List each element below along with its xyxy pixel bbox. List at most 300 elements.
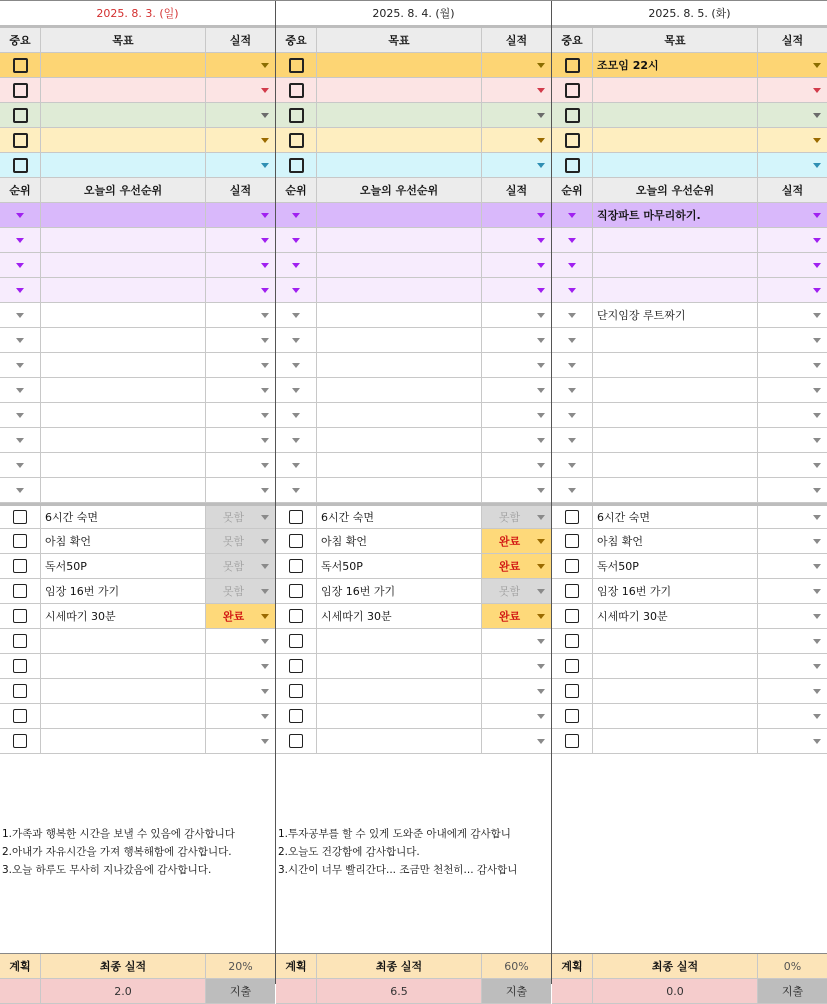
rank-dropdown[interactable] bbox=[276, 353, 317, 377]
chevron-down-icon[interactable] bbox=[16, 388, 24, 393]
chevron-down-icon[interactable] bbox=[261, 714, 269, 719]
rank-dropdown[interactable] bbox=[552, 378, 593, 402]
priority-result-dropdown[interactable] bbox=[206, 378, 275, 402]
priority-result-dropdown[interactable] bbox=[758, 353, 827, 377]
rank-dropdown[interactable] bbox=[276, 378, 317, 402]
priority-text[interactable] bbox=[317, 278, 482, 302]
chevron-down-icon[interactable] bbox=[813, 113, 821, 118]
rank-dropdown[interactable] bbox=[552, 278, 593, 302]
rank-dropdown[interactable] bbox=[552, 478, 593, 502]
chevron-down-icon[interactable] bbox=[813, 213, 821, 218]
priority-text[interactable] bbox=[317, 453, 482, 477]
chevron-down-icon[interactable] bbox=[813, 88, 821, 93]
habit-checkbox[interactable] bbox=[289, 609, 303, 623]
goal-result-dropdown[interactable] bbox=[758, 103, 827, 127]
priority-text[interactable] bbox=[41, 253, 206, 277]
chevron-down-icon[interactable] bbox=[537, 238, 545, 243]
habit-checkbox[interactable] bbox=[289, 559, 303, 573]
chevron-down-icon[interactable] bbox=[16, 313, 24, 318]
habit-checkbox[interactable] bbox=[13, 510, 27, 524]
goal-text[interactable] bbox=[317, 53, 482, 77]
chevron-down-icon[interactable] bbox=[813, 614, 821, 619]
chevron-down-icon[interactable] bbox=[813, 488, 821, 493]
priority-result-dropdown[interactable] bbox=[206, 253, 275, 277]
chevron-down-icon[interactable] bbox=[813, 163, 821, 168]
rank-dropdown[interactable] bbox=[0, 253, 41, 277]
chevron-down-icon[interactable] bbox=[568, 213, 576, 218]
priority-result-dropdown[interactable] bbox=[482, 253, 551, 277]
priority-text[interactable] bbox=[41, 303, 206, 327]
goal-text[interactable] bbox=[593, 153, 758, 177]
habit-checkbox[interactable] bbox=[565, 510, 579, 524]
chevron-down-icon[interactable] bbox=[261, 463, 269, 468]
habit-status-dropdown[interactable] bbox=[482, 629, 551, 653]
priority-result-dropdown[interactable] bbox=[482, 378, 551, 402]
goal-result-dropdown[interactable] bbox=[482, 103, 551, 127]
goal-text[interactable] bbox=[317, 78, 482, 102]
priority-text[interactable] bbox=[41, 228, 206, 252]
chevron-down-icon[interactable] bbox=[261, 63, 269, 68]
goal-text[interactable] bbox=[317, 103, 482, 127]
priority-result-dropdown[interactable] bbox=[758, 378, 827, 402]
rank-dropdown[interactable] bbox=[552, 328, 593, 352]
chevron-down-icon[interactable] bbox=[813, 238, 821, 243]
chevron-down-icon[interactable] bbox=[292, 238, 300, 243]
rank-dropdown[interactable] bbox=[276, 428, 317, 452]
chevron-down-icon[interactable] bbox=[537, 438, 545, 443]
habit-status-dropdown[interactable] bbox=[758, 554, 827, 578]
priority-text[interactable] bbox=[317, 428, 482, 452]
chevron-down-icon[interactable] bbox=[568, 363, 576, 368]
chevron-down-icon[interactable] bbox=[261, 413, 269, 418]
habit-checkbox[interactable] bbox=[565, 609, 579, 623]
chevron-down-icon[interactable] bbox=[813, 338, 821, 343]
habit-checkbox[interactable] bbox=[565, 684, 579, 698]
habit-status-dropdown[interactable] bbox=[758, 704, 827, 728]
habit-checkbox[interactable] bbox=[565, 534, 579, 548]
rank-dropdown[interactable] bbox=[0, 353, 41, 377]
chevron-down-icon[interactable] bbox=[813, 313, 821, 318]
priority-result-dropdown[interactable] bbox=[482, 353, 551, 377]
habit-checkbox[interactable] bbox=[289, 534, 303, 548]
priority-text[interactable] bbox=[593, 328, 758, 352]
priority-text[interactable] bbox=[593, 453, 758, 477]
chevron-down-icon[interactable] bbox=[16, 238, 24, 243]
priority-text[interactable] bbox=[41, 203, 206, 227]
chevron-down-icon[interactable] bbox=[537, 388, 545, 393]
chevron-down-icon[interactable] bbox=[537, 463, 545, 468]
chevron-down-icon[interactable] bbox=[292, 413, 300, 418]
chevron-down-icon[interactable] bbox=[568, 263, 576, 268]
gratitude-journal[interactable] bbox=[0, 754, 275, 954]
chevron-down-icon[interactable] bbox=[292, 263, 300, 268]
priority-result-dropdown[interactable] bbox=[206, 353, 275, 377]
chevron-down-icon[interactable] bbox=[292, 313, 300, 318]
habit-checkbox[interactable] bbox=[565, 559, 579, 573]
habit-checkbox[interactable] bbox=[13, 709, 27, 723]
chevron-down-icon[interactable] bbox=[261, 564, 269, 569]
importance-checkbox[interactable] bbox=[13, 58, 28, 73]
rank-dropdown[interactable] bbox=[0, 403, 41, 427]
rank-dropdown[interactable] bbox=[0, 378, 41, 402]
rank-dropdown[interactable] bbox=[552, 428, 593, 452]
rank-dropdown[interactable] bbox=[552, 203, 593, 227]
habit-checkbox[interactable] bbox=[13, 609, 27, 623]
priority-text[interactable] bbox=[593, 403, 758, 427]
chevron-down-icon[interactable] bbox=[813, 714, 821, 719]
importance-checkbox[interactable] bbox=[289, 133, 304, 148]
goal-text[interactable] bbox=[41, 78, 206, 102]
goal-text[interactable] bbox=[41, 103, 206, 127]
chevron-down-icon[interactable] bbox=[568, 488, 576, 493]
chevron-down-icon[interactable] bbox=[813, 689, 821, 694]
habit-status-dropdown[interactable] bbox=[206, 654, 275, 678]
chevron-down-icon[interactable] bbox=[16, 213, 24, 218]
chevron-down-icon[interactable] bbox=[537, 113, 545, 118]
chevron-down-icon[interactable] bbox=[537, 515, 545, 520]
habit-status-dropdown[interactable] bbox=[758, 506, 827, 528]
rank-dropdown[interactable] bbox=[0, 428, 41, 452]
goal-text[interactable] bbox=[593, 128, 758, 152]
priority-text[interactable]: 직장파트 마무리하기. bbox=[593, 203, 758, 227]
chevron-down-icon[interactable] bbox=[292, 288, 300, 293]
priority-result-dropdown[interactable] bbox=[482, 403, 551, 427]
priority-text[interactable] bbox=[41, 378, 206, 402]
priority-text[interactable] bbox=[593, 253, 758, 277]
priority-text[interactable] bbox=[317, 328, 482, 352]
priority-result-dropdown[interactable] bbox=[206, 328, 275, 352]
habit-checkbox[interactable] bbox=[13, 584, 27, 598]
habit-checkbox[interactable] bbox=[13, 559, 27, 573]
chevron-down-icon[interactable] bbox=[261, 639, 269, 644]
priority-text[interactable] bbox=[593, 278, 758, 302]
priority-text[interactable] bbox=[317, 228, 482, 252]
priority-text[interactable] bbox=[593, 428, 758, 452]
chevron-down-icon[interactable] bbox=[261, 113, 269, 118]
rank-dropdown[interactable] bbox=[276, 253, 317, 277]
rank-dropdown[interactable] bbox=[276, 478, 317, 502]
priority-result-dropdown[interactable] bbox=[758, 203, 827, 227]
priority-result-dropdown[interactable] bbox=[758, 303, 827, 327]
chevron-down-icon[interactable] bbox=[813, 413, 821, 418]
priority-text[interactable] bbox=[317, 253, 482, 277]
gratitude-journal[interactable] bbox=[276, 754, 551, 954]
chevron-down-icon[interactable] bbox=[537, 639, 545, 644]
habit-checkbox[interactable] bbox=[565, 659, 579, 673]
goal-result-dropdown[interactable] bbox=[206, 78, 275, 102]
chevron-down-icon[interactable] bbox=[813, 138, 821, 143]
priority-text[interactable] bbox=[317, 403, 482, 427]
goal-result-dropdown[interactable] bbox=[482, 153, 551, 177]
importance-checkbox[interactable] bbox=[565, 133, 580, 148]
priority-result-dropdown[interactable] bbox=[758, 253, 827, 277]
habit-status-dropdown[interactable] bbox=[482, 554, 551, 578]
submit-button[interactable]: 지출 bbox=[482, 979, 551, 1003]
priority-result-dropdown[interactable] bbox=[206, 478, 275, 502]
chevron-down-icon[interactable] bbox=[568, 338, 576, 343]
chevron-down-icon[interactable] bbox=[16, 288, 24, 293]
chevron-down-icon[interactable] bbox=[261, 539, 269, 544]
priority-text[interactable] bbox=[593, 353, 758, 377]
chevron-down-icon[interactable] bbox=[261, 88, 269, 93]
priority-result-dropdown[interactable] bbox=[482, 278, 551, 302]
chevron-down-icon[interactable] bbox=[292, 213, 300, 218]
priority-result-dropdown[interactable] bbox=[758, 453, 827, 477]
rank-dropdown[interactable] bbox=[0, 453, 41, 477]
priority-result-dropdown[interactable] bbox=[206, 203, 275, 227]
chevron-down-icon[interactable] bbox=[16, 263, 24, 268]
chevron-down-icon[interactable] bbox=[537, 488, 545, 493]
habit-status-dropdown[interactable] bbox=[206, 579, 275, 603]
habit-checkbox[interactable] bbox=[289, 584, 303, 598]
priority-text[interactable] bbox=[317, 303, 482, 327]
chevron-down-icon[interactable] bbox=[568, 288, 576, 293]
habit-checkbox[interactable] bbox=[13, 534, 27, 548]
chevron-down-icon[interactable] bbox=[292, 338, 300, 343]
rank-dropdown[interactable] bbox=[0, 203, 41, 227]
chevron-down-icon[interactable] bbox=[16, 438, 24, 443]
goal-text[interactable] bbox=[41, 53, 206, 77]
chevron-down-icon[interactable] bbox=[537, 413, 545, 418]
chevron-down-icon[interactable] bbox=[261, 338, 269, 343]
chevron-down-icon[interactable] bbox=[261, 689, 269, 694]
chevron-down-icon[interactable] bbox=[261, 388, 269, 393]
rank-dropdown[interactable] bbox=[552, 453, 593, 477]
rank-dropdown[interactable] bbox=[276, 203, 317, 227]
chevron-down-icon[interactable] bbox=[813, 388, 821, 393]
priority-result-dropdown[interactable] bbox=[482, 453, 551, 477]
chevron-down-icon[interactable] bbox=[292, 438, 300, 443]
chevron-down-icon[interactable] bbox=[261, 438, 269, 443]
priority-result-dropdown[interactable] bbox=[482, 478, 551, 502]
chevron-down-icon[interactable] bbox=[261, 664, 269, 669]
importance-checkbox[interactable] bbox=[13, 83, 28, 98]
importance-checkbox[interactable] bbox=[13, 158, 28, 173]
priority-result-dropdown[interactable] bbox=[206, 453, 275, 477]
rank-dropdown[interactable] bbox=[0, 328, 41, 352]
importance-checkbox[interactable] bbox=[565, 108, 580, 123]
priority-text[interactable] bbox=[593, 378, 758, 402]
importance-checkbox[interactable] bbox=[13, 133, 28, 148]
importance-checkbox[interactable] bbox=[565, 83, 580, 98]
rank-dropdown[interactable] bbox=[0, 228, 41, 252]
chevron-down-icon[interactable] bbox=[261, 263, 269, 268]
chevron-down-icon[interactable] bbox=[261, 288, 269, 293]
priority-text[interactable] bbox=[317, 203, 482, 227]
submit-button[interactable]: 지출 bbox=[206, 979, 275, 1003]
habit-status-dropdown[interactable] bbox=[482, 506, 551, 528]
habit-checkbox[interactable] bbox=[289, 510, 303, 524]
priority-text[interactable] bbox=[41, 478, 206, 502]
chevron-down-icon[interactable] bbox=[568, 238, 576, 243]
priority-result-dropdown[interactable] bbox=[482, 303, 551, 327]
priority-result-dropdown[interactable] bbox=[206, 403, 275, 427]
chevron-down-icon[interactable] bbox=[537, 88, 545, 93]
habit-status-dropdown[interactable] bbox=[758, 529, 827, 553]
chevron-down-icon[interactable] bbox=[813, 63, 821, 68]
importance-checkbox[interactable] bbox=[289, 158, 304, 173]
priority-result-dropdown[interactable] bbox=[482, 328, 551, 352]
chevron-down-icon[interactable] bbox=[537, 313, 545, 318]
goal-result-dropdown[interactable] bbox=[758, 128, 827, 152]
priority-text[interactable] bbox=[41, 278, 206, 302]
habit-status-dropdown[interactable] bbox=[482, 579, 551, 603]
chevron-down-icon[interactable] bbox=[813, 564, 821, 569]
importance-checkbox[interactable] bbox=[289, 58, 304, 73]
chevron-down-icon[interactable] bbox=[537, 614, 545, 619]
goal-result-dropdown[interactable] bbox=[482, 78, 551, 102]
gratitude-journal[interactable] bbox=[552, 754, 827, 954]
chevron-down-icon[interactable] bbox=[16, 413, 24, 418]
chevron-down-icon[interactable] bbox=[292, 363, 300, 368]
chevron-down-icon[interactable] bbox=[16, 488, 24, 493]
chevron-down-icon[interactable] bbox=[813, 589, 821, 594]
priority-text[interactable] bbox=[41, 353, 206, 377]
habit-status-dropdown[interactable] bbox=[482, 729, 551, 753]
chevron-down-icon[interactable] bbox=[537, 714, 545, 719]
priority-text[interactable] bbox=[41, 453, 206, 477]
chevron-down-icon[interactable] bbox=[261, 213, 269, 218]
chevron-down-icon[interactable] bbox=[537, 589, 545, 594]
rank-dropdown[interactable] bbox=[552, 353, 593, 377]
chevron-down-icon[interactable] bbox=[537, 63, 545, 68]
goal-text[interactable]: 조모임 22시 bbox=[593, 53, 758, 77]
chevron-down-icon[interactable] bbox=[813, 438, 821, 443]
rank-dropdown[interactable] bbox=[0, 478, 41, 502]
rank-dropdown[interactable] bbox=[276, 403, 317, 427]
goal-text[interactable] bbox=[593, 78, 758, 102]
chevron-down-icon[interactable] bbox=[292, 388, 300, 393]
rank-dropdown[interactable] bbox=[276, 228, 317, 252]
goal-text[interactable] bbox=[41, 128, 206, 152]
habit-checkbox[interactable] bbox=[13, 734, 27, 748]
rank-dropdown[interactable] bbox=[276, 303, 317, 327]
chevron-down-icon[interactable] bbox=[537, 564, 545, 569]
chevron-down-icon[interactable] bbox=[537, 163, 545, 168]
goal-result-dropdown[interactable] bbox=[758, 53, 827, 77]
chevron-down-icon[interactable] bbox=[261, 739, 269, 744]
priority-result-dropdown[interactable] bbox=[206, 303, 275, 327]
habit-status-dropdown[interactable] bbox=[482, 604, 551, 628]
chevron-down-icon[interactable] bbox=[568, 413, 576, 418]
chevron-down-icon[interactable] bbox=[813, 288, 821, 293]
chevron-down-icon[interactable] bbox=[537, 664, 545, 669]
goal-result-dropdown[interactable] bbox=[482, 128, 551, 152]
importance-checkbox[interactable] bbox=[565, 58, 580, 73]
goal-text[interactable] bbox=[317, 128, 482, 152]
habit-status-dropdown[interactable] bbox=[758, 579, 827, 603]
chevron-down-icon[interactable] bbox=[537, 338, 545, 343]
chevron-down-icon[interactable] bbox=[813, 539, 821, 544]
chevron-down-icon[interactable] bbox=[16, 363, 24, 368]
priority-result-dropdown[interactable] bbox=[482, 428, 551, 452]
habit-checkbox[interactable] bbox=[13, 634, 27, 648]
importance-checkbox[interactable] bbox=[289, 108, 304, 123]
submit-button[interactable]: 지출 bbox=[758, 979, 827, 1003]
habit-status-dropdown[interactable] bbox=[206, 704, 275, 728]
rank-dropdown[interactable] bbox=[276, 453, 317, 477]
priority-text[interactable] bbox=[317, 353, 482, 377]
priority-result-dropdown[interactable] bbox=[482, 228, 551, 252]
habit-checkbox[interactable] bbox=[289, 734, 303, 748]
habit-status-dropdown[interactable] bbox=[206, 679, 275, 703]
priority-result-dropdown[interactable] bbox=[758, 428, 827, 452]
habit-checkbox[interactable] bbox=[565, 734, 579, 748]
importance-checkbox[interactable] bbox=[13, 108, 28, 123]
goal-text[interactable] bbox=[317, 153, 482, 177]
goal-text[interactable] bbox=[593, 103, 758, 127]
habit-checkbox[interactable] bbox=[289, 634, 303, 648]
habit-checkbox[interactable] bbox=[13, 684, 27, 698]
chevron-down-icon[interactable] bbox=[568, 438, 576, 443]
goal-result-dropdown[interactable] bbox=[482, 53, 551, 77]
chevron-down-icon[interactable] bbox=[813, 515, 821, 520]
chevron-down-icon[interactable] bbox=[813, 639, 821, 644]
goal-result-dropdown[interactable] bbox=[206, 153, 275, 177]
chevron-down-icon[interactable] bbox=[16, 463, 24, 468]
habit-checkbox[interactable] bbox=[289, 709, 303, 723]
chevron-down-icon[interactable] bbox=[813, 664, 821, 669]
habit-status-dropdown[interactable] bbox=[758, 629, 827, 653]
priority-text[interactable] bbox=[593, 228, 758, 252]
priority-text[interactable]: 단지임장 루트짜기 bbox=[593, 303, 758, 327]
habit-status-dropdown[interactable] bbox=[482, 704, 551, 728]
chevron-down-icon[interactable] bbox=[261, 313, 269, 318]
chevron-down-icon[interactable] bbox=[568, 388, 576, 393]
chevron-down-icon[interactable] bbox=[537, 263, 545, 268]
habit-status-dropdown[interactable] bbox=[206, 554, 275, 578]
goal-text[interactable] bbox=[41, 153, 206, 177]
goal-result-dropdown[interactable] bbox=[206, 53, 275, 77]
priority-text[interactable] bbox=[317, 478, 482, 502]
habit-checkbox[interactable] bbox=[565, 709, 579, 723]
chevron-down-icon[interactable] bbox=[537, 363, 545, 368]
chevron-down-icon[interactable] bbox=[813, 363, 821, 368]
priority-text[interactable] bbox=[317, 378, 482, 402]
habit-status-dropdown[interactable] bbox=[482, 679, 551, 703]
goal-result-dropdown[interactable] bbox=[206, 103, 275, 127]
importance-checkbox[interactable] bbox=[289, 83, 304, 98]
habit-status-dropdown[interactable] bbox=[206, 506, 275, 528]
rank-dropdown[interactable] bbox=[552, 403, 593, 427]
habit-status-dropdown[interactable] bbox=[482, 654, 551, 678]
chevron-down-icon[interactable] bbox=[261, 614, 269, 619]
chevron-down-icon[interactable] bbox=[537, 739, 545, 744]
habit-checkbox[interactable] bbox=[565, 584, 579, 598]
rank-dropdown[interactable] bbox=[276, 328, 317, 352]
habit-status-dropdown[interactable] bbox=[206, 729, 275, 753]
rank-dropdown[interactable] bbox=[552, 303, 593, 327]
priority-result-dropdown[interactable] bbox=[758, 228, 827, 252]
habit-checkbox[interactable] bbox=[13, 659, 27, 673]
rank-dropdown[interactable] bbox=[276, 278, 317, 302]
habit-status-dropdown[interactable] bbox=[758, 654, 827, 678]
chevron-down-icon[interactable] bbox=[813, 263, 821, 268]
chevron-down-icon[interactable] bbox=[537, 539, 545, 544]
habit-status-dropdown[interactable] bbox=[758, 679, 827, 703]
priority-text[interactable] bbox=[593, 478, 758, 502]
priority-text[interactable] bbox=[41, 328, 206, 352]
habit-checkbox[interactable] bbox=[289, 659, 303, 673]
chevron-down-icon[interactable] bbox=[261, 515, 269, 520]
rank-dropdown[interactable] bbox=[552, 228, 593, 252]
chevron-down-icon[interactable] bbox=[537, 138, 545, 143]
priority-text[interactable] bbox=[41, 403, 206, 427]
priority-result-dropdown[interactable] bbox=[206, 278, 275, 302]
habit-status-dropdown[interactable] bbox=[206, 604, 275, 628]
rank-dropdown[interactable] bbox=[0, 278, 41, 302]
priority-text[interactable] bbox=[41, 428, 206, 452]
